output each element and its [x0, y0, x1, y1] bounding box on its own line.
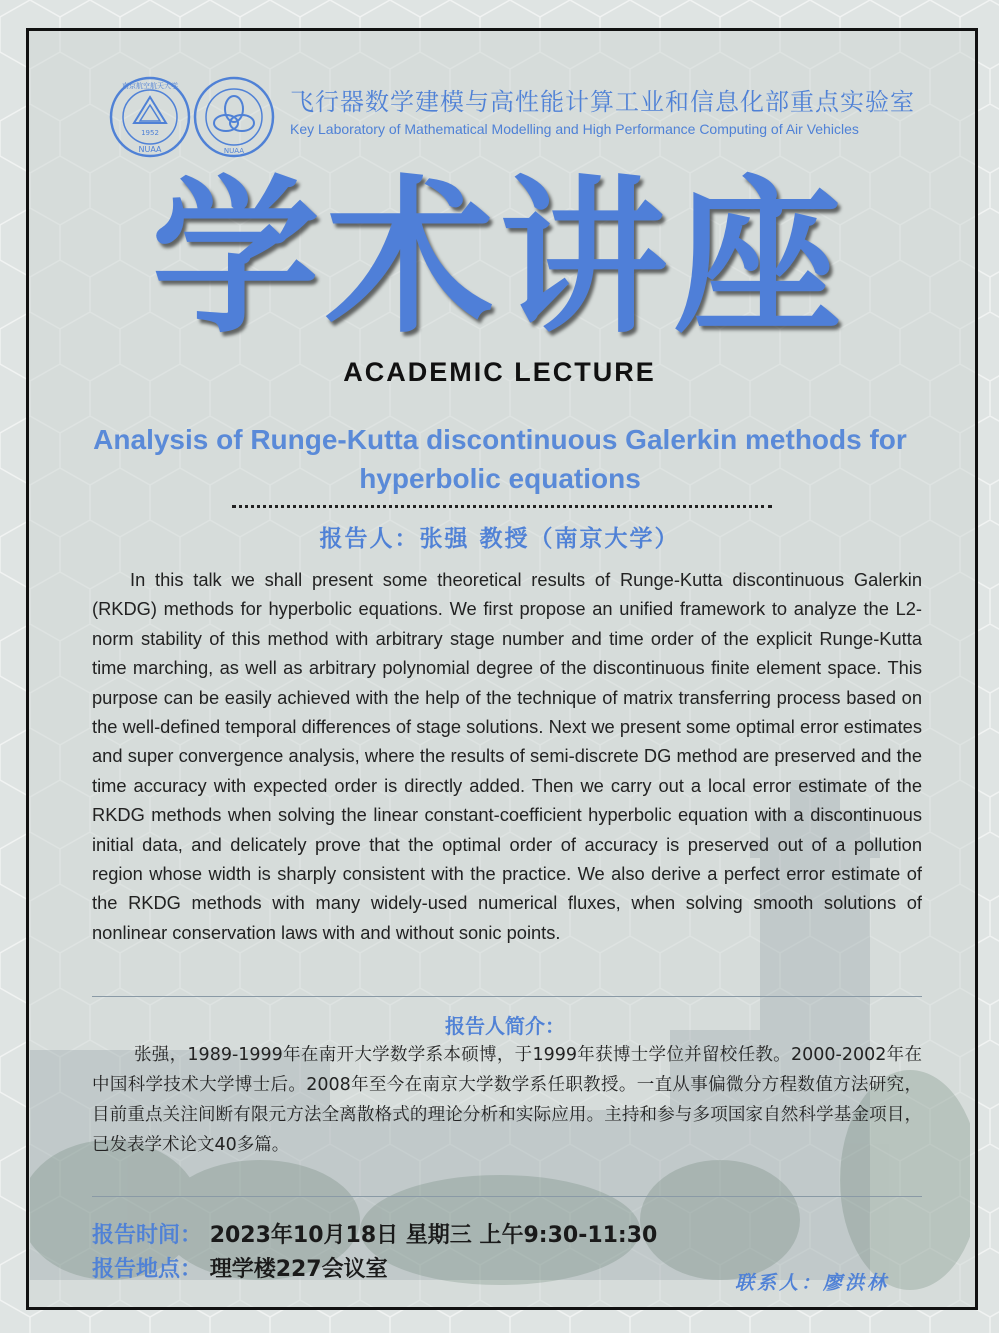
time-label: 报告时间： [92, 1223, 203, 1248]
svg-text:NUAA: NUAA [223, 147, 245, 155]
poster-title: 学术讲座 [151, 160, 848, 356]
speaker-line: 报告人：张强 教授（南京大学） [319, 526, 680, 552]
lab-name-en: Key Laboratory of Mathematical Modelling and High Performance Computing of Air Vehicles [290, 121, 859, 137]
nuaa-seal-logo [108, 75, 192, 159]
svg-text:1952: 1952 [141, 129, 159, 137]
svg-text:南京航空航天大学: 南京航空航天大学 [122, 82, 178, 90]
abstract-text: In this talk we shall present some theoretical results of Runge-Kutta discontinuous Galerkin (RKDG) methods for hyperbolic equations. We first propose an unified framework to analyze the L2-norm stability of this method with arbitrary stage number and time order of the explicit Runge-Kutta time marching, as well as arbitrary polynomial degree of the discontinuous finite element space. This purpose can be easily achieved with the help of the technique of matrix transferring process based on the well-defined temporal differences of stage solutions. Next we present some optimal error estimates and super convergence analysis, where the results of semi-discrete DG method are preserved and the time accuracy with expected order is directly added. Then we carry out a local error estimate of the RKDG methods when solving the linear constant-coefficient hyperbolic equation with a discontinuous initial data, and delicately prove that the optimal order of accuracy is preserved out of a pollution region whose width is sharply consistent with the practice. We also derive a perfect error estimate of the RKDG methods with many widely-used numerical fluxes, when solving smooth solutions of nonlinear conservation laws with and without sonic points. [92, 569, 922, 943]
place-value: 理学楼227会议室 [209, 1257, 388, 1282]
dotted-divider [232, 505, 772, 508]
key-lab-seal-logo [192, 75, 276, 159]
poster-subtitle: ACADEMIC LECTURE [343, 357, 656, 387]
contact-person: 联系人：廖洪林 [735, 1272, 890, 1294]
bio-heading: 报告人简介： [445, 1014, 565, 1038]
time-value: 2023年10月18日 星期三 上午9:30-11:30 [209, 1223, 658, 1248]
bio-text: 张强，1989-1999年在南开大学数学系本硕博，于1999年获博士学位并留校任教。2000-2002年在中国科学技术大学博士后。2008年至今在南京大学数学系任职教授。一直从事偏微分方程数值方法研究，目前重点关注间断有限元方法全离散格式的理论分析和实际应用。主持和参与多项国家自然科学基金项目，已发表学术论文40多篇。 [92, 1045, 922, 1155]
place-row [92, 1252, 388, 1283]
divider-line [92, 996, 922, 997]
divider-line [92, 1196, 922, 1197]
svg-text:NUAA: NUAA [138, 145, 162, 154]
place-label: 报告地点： [92, 1257, 203, 1282]
lab-name-cn: 飞行器数学建模与高性能计算工业和信息化部重点实验室 [290, 88, 915, 116]
talk-title: Analysis of Runge-Kutta discontinuous Galerkin methods for hyperbolic equations [93, 424, 907, 494]
time-row [92, 1218, 657, 1249]
